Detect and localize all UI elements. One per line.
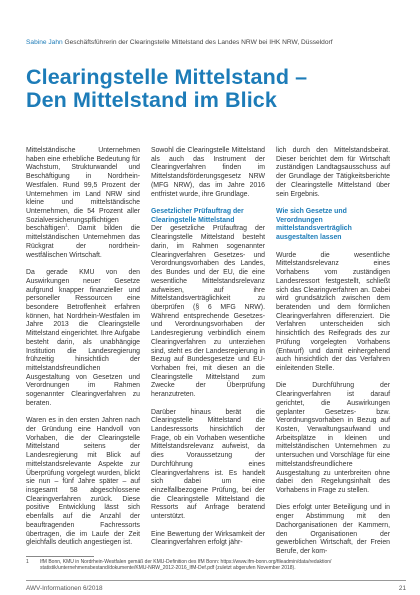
paragraph: Dies erfolgt unter Beteiligung und in enger Abstimmung mit den Dachorganisationen der Kammern, den Organisationen der gewerblichen Wirtschaft, der Freien Berufe, der kom- [276, 504, 390, 556]
text-column-3 [276, 147, 390, 557]
section-heading: Gesetzlicher Prüfauftrag der Clearingstelle Mittelstand [151, 208, 244, 224]
paragraph: Waren es in den ersten Jahren nach der Gründung eine Handvoll von Vorhaben, die der Clearingstelle Mittelstand seitens der Landesregierung mit Blick auf mittelstandsrelevante Aspekte zur Überprüfung vorgelegt wurden, blickt sie nun – fünf Jahre später – auf insgesamt 58 abgeschlossene Clearingverfahren zurück. Diese positive Entwicklung lässt sich ebenfalls auf die Anzahl der beauftragenden Fachressorts übertragen, die im Laufe der Zeit gleichfalls deutlich angestiegen ist. [26, 417, 140, 547]
paragraph-text: . Damit bilden die mittelständischen Unternehmen das Rückgrat der nordrhein-westfälischen Wirtschaft. [26, 225, 140, 259]
paragraph: Sowohl die Clearingstelle Mittelstand als auch das Instrument der Clearingverfahren finden im Mittelstandsförderungsgesetz NRW (MFG NRW), das im Jahre 2016 entfristet wurde, ihre Grundlage. [151, 147, 265, 198]
article-title-line-2: Den Mittelstand im Blick [26, 88, 277, 112]
paragraph: Die Durchführung der Clearingverfahren ist darauf gerichtet, die Auswirkungen geplanter Gesetzes- bzw. Verordnungsvorhaben in Bezug auf Kosten, Verwaltungsaufwand und Arbeitsplätze in kleinen und mittelständischen Unternehmen zu untersuchen und Vorschläge für eine mittelstandsfreundlichere Ausgestaltung zu unterbreiten ohne dabei den Regelungsinhalt des Vorhabens in Frage zu stellen. [276, 382, 390, 495]
paragraph: Darüber hinaus berät die Clearingstelle Mittelstand die Landesressorts hinsichtlich der Frage, ob ein Vorhaben wesentliche Mittelstandsrelevanz aufweist, da dies Voraussetzung der Durchführung eines Clearingverfahrens ist. Es handelt sich dabei um eine einzelfallbezogene Prüfung, bei der die Clearingstelle Mittelstand die Ressorts auf Anfrage beratend unterstützt. [151, 408, 265, 521]
paragraph [26, 147, 140, 260]
author-role: Geschäftsführerin der Clearingstelle Mittelstand des Landes NRW bei IHK NRW, Düsseldorf [64, 39, 333, 46]
paragraph: Wurde die wesentliche Mittelstandsrelevanz eines Vorhabens vom zuständigen Landesressort festgestellt, schließt sich das Clearingverfahren an. Dabei wird grundsätzlich zwischen dem beratenden und dem förmlichen Clearingverfahren differenziert. Die Verfahren unterscheiden sich hinsichtlich des Reifegrads des zur Prüfung vorgelegten Vorhabens (Entwurf) und damit einhergehend auch hinsichtlich der das Verfahren einleitenden Stelle. [276, 251, 390, 372]
footnote-text [40, 559, 406, 572]
paragraph: Eine Bewertung der Wirksamkeit der Clearingverfahren erfolgt jähr- [151, 530, 265, 547]
footnote-divider [26, 556, 94, 557]
footnote-line-2: statistik/unternehmensbestand/dokumente/KMU-NRW_2012-2016_IfM-Def.pdf (zuletzt abgerufen November 2018). [40, 565, 296, 572]
footnote-number: 1 [26, 559, 29, 565]
paragraph: lich durch den Mittelstandsbeirat. Dieser berichtet dem für Wirtschaft zuständigen Landtagsausschuss auf der Grundlage der Tätigkeitsberichte der Clearingstelle Mittelstand über sein Ergebnis. [276, 147, 390, 198]
text-column-2 [151, 147, 265, 548]
byline [26, 39, 406, 47]
article-title [26, 66, 406, 112]
paragraph-text: Mittelständische Unternehmen haben eine erhebliche Bedeutung für Wachstum, Strukturwandel und Beschäftigung in Nordrhein-Westfalen. Rund 99,5 Prozent der Unternehmen im Land NRW sind kleine und mittelständische Unternehmen, die 54 Prozent aller Sozialversicherungspflichtigen beschäftigen [26, 147, 140, 233]
footer-divider [26, 580, 406, 581]
section-heading: Wie sich Gesetze und Verordnungen mittelstandsverträglich ausgestalten lassen [276, 208, 352, 242]
paragraph: Der gesetzliche Prüfauftrag der Clearingstelle Mittelstand besteht darin, im Rahmen sogenannter Clearingverfahren Gesetzes- und Verordnungsvorhaben des Landes, des Bundes und der EU, die eine wesentliche Mittelstandsrelevanz aufweisen, auf ihre Mittelstandsverträglichkeit zu überprüfen (§ 6 MFG NRW). Während entsprechende Gesetzes- und Verordnungsvorhaben der Landesregierung verbindlich einem Clearingverfahren zu unterziehen sind, steht es der Landesregierung in Bezug auf Bundesgesetze und EU-Vorhaben frei, mit diesen an die Clearingstelle Mittelstand zum Zwecke der Überprüfung heranzutreten. [151, 225, 265, 399]
paragraph: Da gerade KMU von den Auswirkungen neuer Gesetze aufgrund knapper finanzieller und personeller Ressourcen eine besondere Betroffenheit erfahren können, hat Nordrhein-Westfalen im Jahre 2013 die Clearingstelle Mittelstand eingerichtet. Ihre Aufgabe besteht darin, als unabhängige Institution die Landesregierung frühzeitig hinsichtlich der mittelstandsfreundlichen Ausgestaltung von Gesetzen und Verordnungen im Rahmen sogenannter Clearingverfahren zu beraten. [26, 269, 140, 407]
text-column-1 [26, 147, 140, 548]
article-title-line-1: Clearingstelle Mittelstand – [26, 65, 308, 89]
page-number: 21 [398, 585, 406, 592]
publication-name: AWV-Informationen 6/2018 [26, 585, 103, 592]
author-name: Sabine Jahn [26, 39, 63, 46]
footnote-marker: 1 [65, 223, 68, 229]
footnote-line-1: IfM Bonn, KMU in Nordrhein-Westfalen gemäß der KMU-Definition des IfM Bonn: https://www.ifm-bonn.org/fileadmin/data/redaktion/ [40, 559, 332, 565]
